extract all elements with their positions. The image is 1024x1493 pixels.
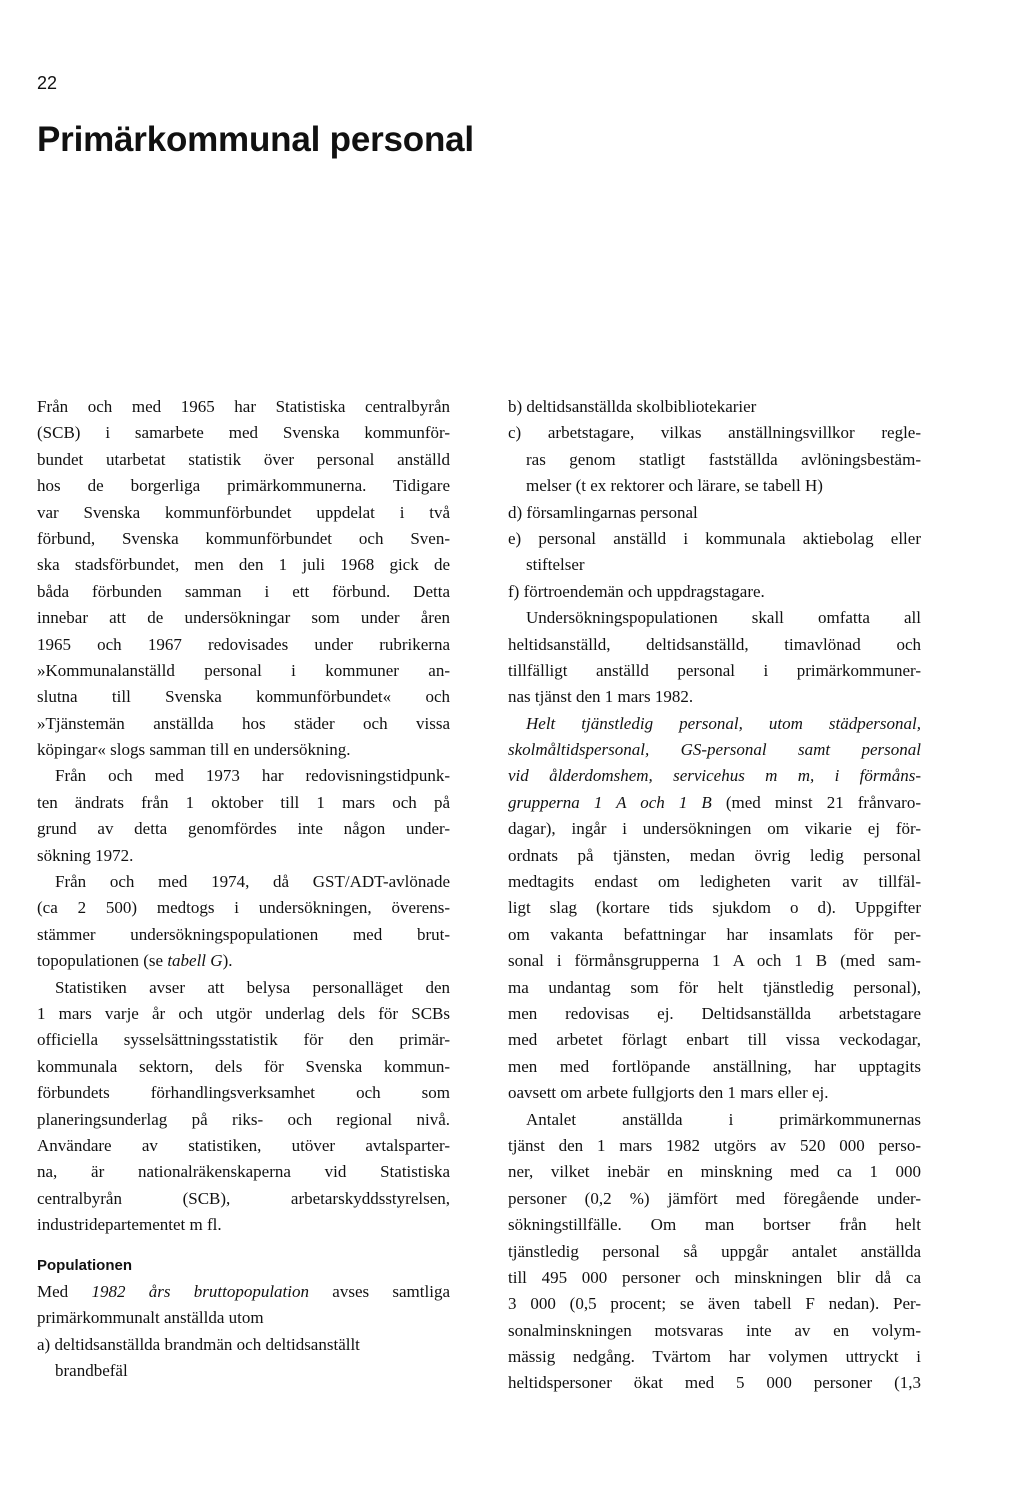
paragraph-purpose [37, 975, 450, 1239]
emphasis-text: Helt tjänstledig personal, utom städpersonal, [526, 713, 921, 733]
section-heading-populationen: Populationen [37, 1256, 132, 1274]
table-reference: tabell G [167, 951, 223, 971]
text-line: personer (0,2 %) jämfört med föregående under- [508, 1188, 921, 1208]
text-line: ma undantag som för helt tjänstledig personal), [508, 977, 921, 997]
text-line [37, 948, 450, 974]
list-item-d: d) församlingarnas personal [508, 502, 698, 522]
text-line: ligt slag (kortare tids sjukdom o d). Uppgifter [508, 898, 921, 918]
text-line: innebar att de undersökningar som under åren [37, 608, 450, 628]
emphasis-text: vid ålderdomshem, servicehus m m, i förmåns- [508, 766, 921, 786]
list-item-a: a) deltidsanställda brandmän och deltidsanställt [37, 1334, 360, 1354]
text-line: 3 000 (0,5 procent; se även tabell F nedan). Per- [508, 1294, 921, 1314]
text-line: oavsett om arbete fullgjorts den 1 mars eller ej. [508, 1083, 829, 1103]
text-line: stämmer undersökningspopulationen med brut- [37, 924, 450, 944]
paragraph-population [37, 1279, 450, 1385]
page-number: 22 [37, 73, 58, 93]
text-line [508, 737, 921, 763]
text-line: men med fortlöpande anställning, har upptagits [508, 1056, 921, 1076]
text-line [37, 1279, 450, 1305]
text-line: båda förbunden samman i ett förbund. Detta [37, 581, 450, 601]
paragraph-leave [508, 711, 921, 1107]
text-line: kommunala sektorn, dels för Svenska kommun- [37, 1056, 450, 1076]
emphasis-text: 1982 års bruttopopulation [91, 1281, 309, 1301]
list-item-e-continuation: stiftelser [526, 555, 585, 575]
text-line: sonalminskningen motsvaras inte av en volym- [508, 1320, 921, 1340]
text-run: topopulationen (se [37, 951, 168, 971]
text-line: förbundets förhandlingsverksamhet och som [37, 1083, 450, 1103]
emphasis-text: grupperna 1 A och 1 B [508, 792, 712, 812]
list-item-b: b) deltidsanställda skolbibliotekarier [508, 397, 757, 416]
text-line: mässig nedgång. Tvärtom har volymen uttryckt i [508, 1347, 921, 1367]
text-line: tjänstledig personal så uppgår antalet anställda [508, 1241, 921, 1261]
text-line: centralbyrån (SCB), arbetarskyddsstyrelsen, [37, 1188, 450, 1208]
text-line: ska stadsförbundet, men den 1 juli 1968 gick de [37, 555, 450, 575]
text-line: ner, vilket inebär en minskning med ca 1 000 [508, 1162, 921, 1182]
text-line: tjänst den 1 mars 1982 utgörs av 520 000 perso- [508, 1135, 921, 1155]
text-line: Från och med 1974, då GST/ADT-avlönade [55, 872, 450, 892]
list-item-e: e) personal anställd i kommunala aktiebolag eller [508, 528, 921, 548]
text-line: Från och med 1965 har Statistiska centralbyrån [37, 397, 450, 416]
text-run: avses samtliga [309, 1281, 450, 1301]
text-line: med arbetet förlagt enbart till vissa veckodagar, [508, 1030, 921, 1050]
text-run: (med minst 21 frånvaro- [711, 792, 921, 812]
text-line: medtagits endast om ledigheten varit av tillfäl- [508, 872, 921, 892]
text-line: sökning 1972. [37, 845, 134, 865]
text-line: var Svenska kommunförbundet uppdelat i två [37, 502, 450, 522]
text-line: förbund, Svenska kommunförbundet och Sven- [37, 528, 450, 548]
text-line: dagar), ingår i undersökningen om vikarie ej för- [508, 819, 921, 839]
text-line: tillfälligt anställd personal i primärkommuner- [508, 660, 921, 680]
text-line: heltidsanställd, deltidsanställd, timavlönad och [508, 634, 921, 654]
text-line: ordnats på tjänsten, medan övrig ledig personal [508, 845, 921, 865]
text-line: primärkommunalt anställda utom [37, 1308, 264, 1328]
exclusion-list [508, 394, 921, 605]
list-item-c-continuation: melser (t ex rektorer och lärare, se tabell H) [526, 476, 823, 496]
text-line: Användare av statistiken, utöver avtalsparter- [37, 1135, 450, 1155]
emphasis-text: skolmåltidspersonal, GS-personal samt personal [508, 740, 921, 760]
text-line: Undersökningspopulationen skall omfatta all [526, 608, 921, 628]
text-line: industridepartementet m fl. [37, 1215, 222, 1235]
text-line: köpingar« slogs samman till en undersökning. [37, 740, 351, 760]
right-column [508, 394, 921, 1397]
left-column [37, 394, 450, 1384]
text-line: bundet utarbetat statistik över personal anställd [37, 449, 450, 469]
text-line: heltidspersoner ökat med 5 000 personer (1,3 [508, 1373, 921, 1393]
text-line: Antalet anställda i primärkommunernas [526, 1109, 921, 1129]
paragraph-reporting-date [37, 763, 450, 869]
text-line: na, är nationalräkenskaperna vid Statistiska [37, 1162, 450, 1182]
text-line: hos de borgerliga primärkommunerna. Tidigare [37, 476, 450, 496]
text-line: sökningstillfälle. Om man bortser från helt [508, 1215, 921, 1235]
text-line: (ca 2 500) medtogs i undersökningen, överens- [37, 898, 450, 918]
text-line: om vakanta befattningar har insamlats för per- [508, 924, 921, 944]
text-line: officiella sysselsättningsstatistik för den primär- [37, 1030, 450, 1050]
paragraph-gst-adt [37, 869, 450, 975]
text-line: planeringsunderlag på riks- och regional nivå. [37, 1109, 450, 1129]
text-line: till 495 000 personer och minskningen blir då ca [508, 1267, 921, 1287]
list-item-c-continuation: ras genom statligt fastställda avlöningsbestäm- [526, 449, 921, 469]
list-item-a-continuation: brandbefäl [55, 1361, 128, 1381]
paragraph-intro [37, 394, 450, 763]
text-line: Från och med 1973 har redovisningstidpunk- [55, 766, 450, 786]
text-line: slutna till Svenska kommunförbundet« och [37, 687, 450, 707]
text-line [508, 790, 921, 816]
text-line: 1965 och 1967 redovisades under rubrikerna [37, 634, 450, 654]
text-line: (SCB) i samarbete med Svenska kommunför- [37, 423, 450, 443]
text-line: 1 mars varje år och utgör underlag dels för SCBs [37, 1003, 450, 1023]
text-line: men redovisas ej. Deltidsanställda arbetstagare [508, 1003, 921, 1023]
paragraph-employee-count [508, 1107, 921, 1397]
text-line: »Tjänstemän anställda hos städer och vissa [37, 713, 450, 733]
list-item-c: c) arbetstagare, vilkas anställningsvillkor regle- [508, 423, 921, 443]
text-run: ). [222, 951, 233, 971]
text-line [508, 763, 921, 789]
text-line: »Kommunalanställd personal i kommuner an- [37, 660, 450, 680]
text-line: grund av detta genomfördes inte någon under- [37, 819, 450, 839]
paragraph-scope [508, 605, 921, 711]
text-run: Med [37, 1281, 92, 1301]
text-line: sonal i förmånsgrupperna 1 A och 1 B (med sam- [508, 951, 921, 971]
text-line [508, 711, 921, 737]
page-title: Primärkommunal personal [37, 120, 474, 159]
text-line: nas tjänst den 1 mars 1982. [508, 687, 694, 707]
text-line: Statistiken avser att belysa personalläget den [55, 977, 450, 997]
list-item-f: f) förtroendemän och uppdragstagare. [508, 581, 765, 601]
text-line: ten ändrats från 1 oktober till 1 mars och på [37, 792, 450, 812]
